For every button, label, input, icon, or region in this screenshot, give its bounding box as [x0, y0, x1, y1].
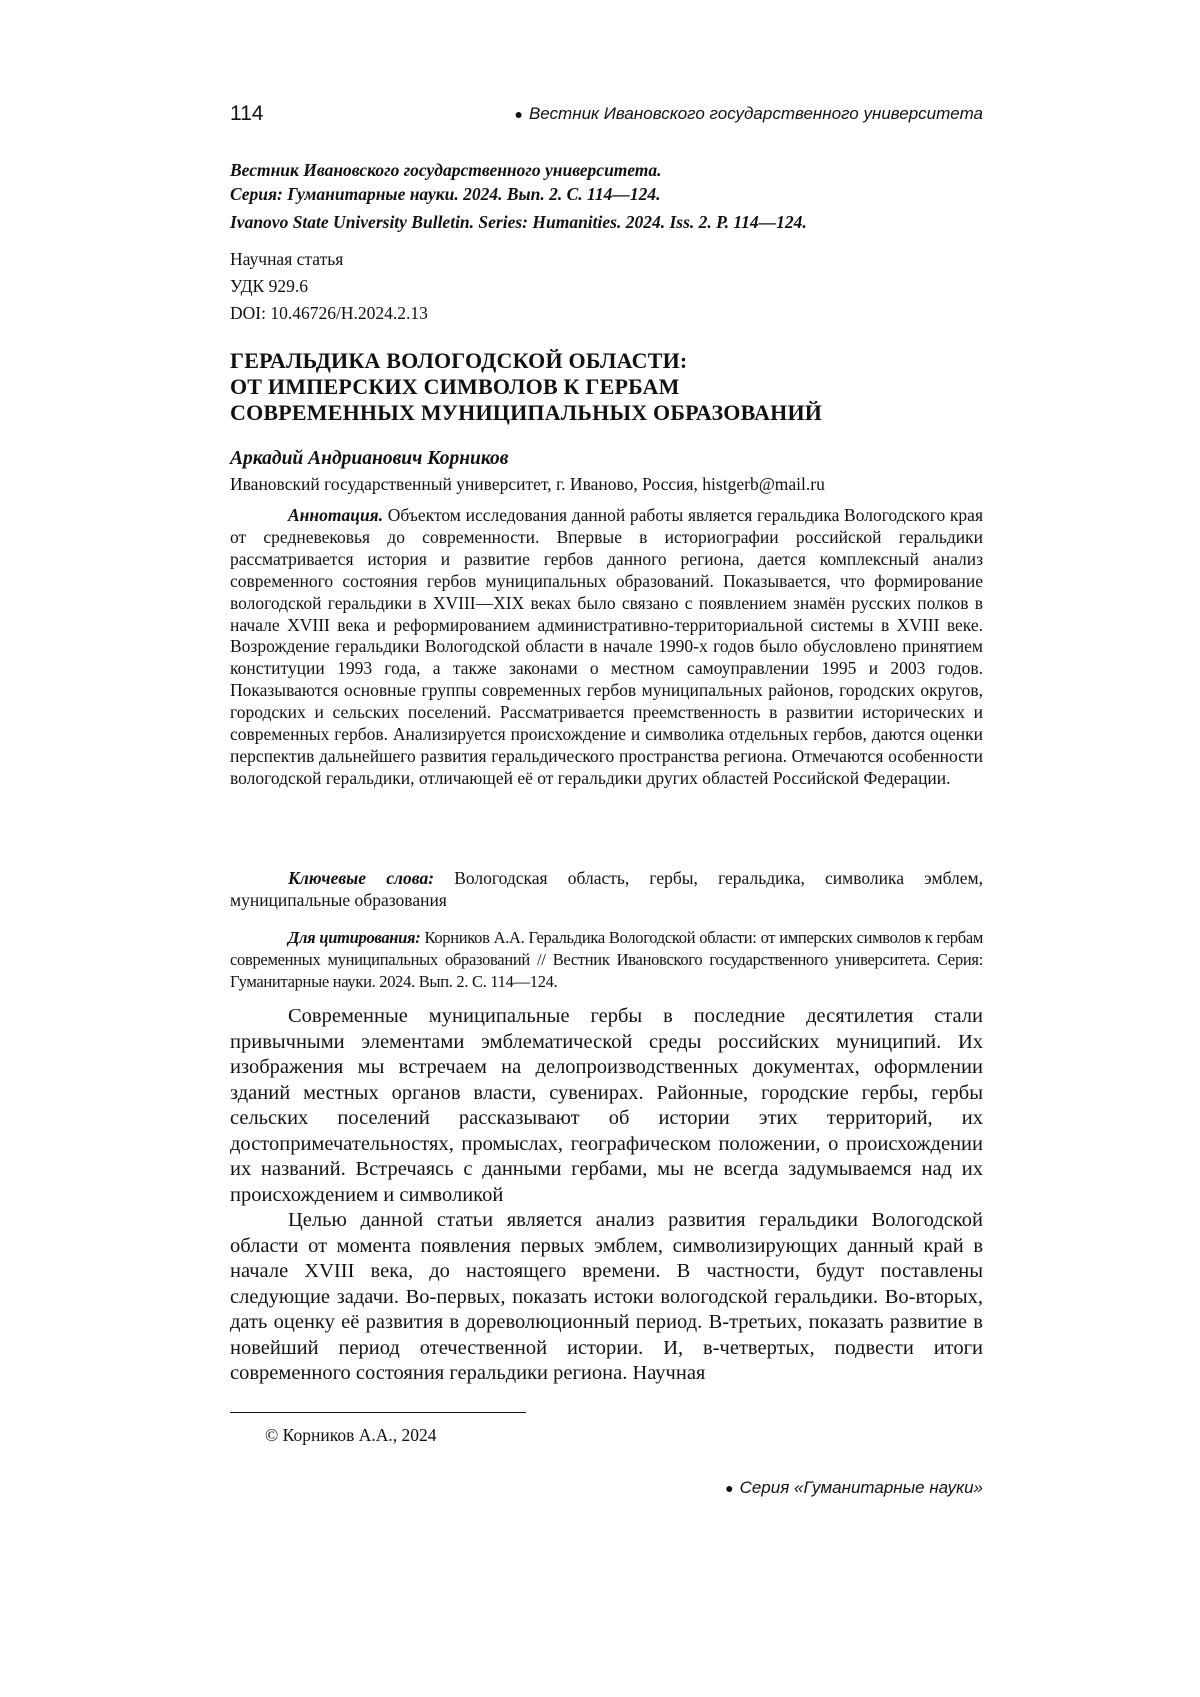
article-meta: [230, 246, 983, 327]
series-name: Серия «Гуманитарные науки»: [739, 1478, 983, 1497]
page-footer: [725, 1478, 983, 1498]
running-title: [514, 104, 983, 124]
journal-ru-line-2: Серия: Гуманитарные науки. 2024. Вып. 2. С. 114—124.: [230, 184, 661, 204]
title-line-2: ОТ ИМПЕРСКИХ СИМВОЛОВ К ГЕРБАМ: [230, 374, 680, 399]
citation: [230, 927, 983, 993]
bullet-icon: ●: [514, 106, 523, 122]
keywords-label: Ключевые слова:: [288, 868, 435, 888]
keywords: [230, 867, 983, 911]
udc-code: УДК 929.6: [230, 276, 308, 296]
footnote-divider: [230, 1412, 526, 1413]
body-paragraph-1: Современные муниципальные гербы в последние десятилетия стали привычными элементами эмблематической среды российских муниципий. Их изображения мы встречаем на делопроизводственных документах, оформлении зданий местных органов власти, сувенирах. Районные, городские гербы, гербы сельских поселений рассказывают об истории этих территорий, их достопримечательностях, промыслах, географическом положении, о происхождении их названий. Встречаясь с данными гербами, мы не всегда задумываемся над их происхождением и символикой: [230, 1005, 983, 1206]
bullet-icon: ●: [725, 1480, 734, 1496]
article-body: [230, 1004, 983, 1387]
journal-ru-line-1: Вестник Ивановского государственного университета.: [230, 160, 662, 180]
article-type: Научная статья: [230, 249, 344, 269]
body-paragraph-2: Целью данной статьи является анализ развития геральдики Вологодской области от момента появления первых эмблем, символизирующих данный край в начале XVIII века, до настоящего времени. В частности, будут поставлены следующие задачи. Во-первых, показать истоки вологодской геральдики. Во-вторых, дать оценку её развития в дореволюционный период. В-третьих, показать развитие в новейший период отечественной истории. И, в-четвертых, подвести итоги современного состояния геральдики региона. Научная: [230, 1209, 983, 1384]
keywords-text: Вологодская область, гербы, геральдика, символика эмблем, муниципальные образования: [230, 868, 983, 910]
abstract: [230, 505, 983, 790]
doi: DOI: 10.46726/H.2024.2.13: [230, 303, 428, 323]
citation-label: Для цитирования:: [288, 928, 421, 947]
author-affiliation: Ивановский государственный университет, г. Иваново, Россия, histgerb@mail.ru: [230, 474, 825, 494]
abstract-text: Объектом исследования данной работы является геральдика Вологодского края от средневековья до современности. Впервые в историографии российской геральдики рассматривается история и развитие гербов данного региона, дается комплексный анализ современного состояния гербов муниципальных образований. Показывается, что формирование вологодской геральдики в XVIII—XIX веках было связано с появлением знамён русских полков в начале XVIII века и реформированием административно-территориальной системы в XVIII веке. Возрождение геральдики Вологодской области в начале 1990-х годов было обусловлено принятием конституции 1993 года, а также законами о местном самоуправлении 1995 и 2003 годов. Показываются основные группы современных гербов муниципальных районов, городских округов, городских и сельских поселений. Рассматривается преемственность в развитии исторических и современных гербов. Анализируется происхождение и символика отдельных гербов, даются оценки перспектив дальнейшего развития геральдического пространства региона. Отмечаются особенности вологодской геральдики, отличающей её от геральдики других областей Российской Федерации.: [230, 505, 983, 788]
journal-en-line: Ivanovo State University Bulletin. Series: Humanities. 2024. Iss. 2. P. 114—124.: [230, 212, 807, 232]
citation-text: Корников А.А. Геральдика Вологодской области: от имперских символов к гербам современных муниципальных образований // Вестник Ивановского государственного университета. Серия: Гуманитарные науки. 2024. Вып. 2. С. 114—124.: [230, 928, 983, 991]
journal-citation-block: [230, 158, 983, 234]
article-title: [230, 348, 983, 426]
running-title-text: Вестник Ивановского государственного университета: [528, 104, 983, 123]
title-line-1: ГЕРАЛЬДИКА ВОЛОГОДСКОЙ ОБЛАСТИ:: [230, 348, 688, 373]
abstract-label: Аннотация.: [288, 505, 384, 525]
page-header: [230, 100, 983, 130]
title-line-3: СОВРЕМЕННЫХ МУНИЦИПАЛЬНЫХ ОБРАЗОВАНИЙ: [230, 400, 823, 425]
author-name: Аркадий Андрианович Корников: [230, 448, 509, 469]
page-number: 114: [230, 102, 264, 125]
copyright-note: © Корников А.А., 2024: [265, 1425, 437, 1445]
